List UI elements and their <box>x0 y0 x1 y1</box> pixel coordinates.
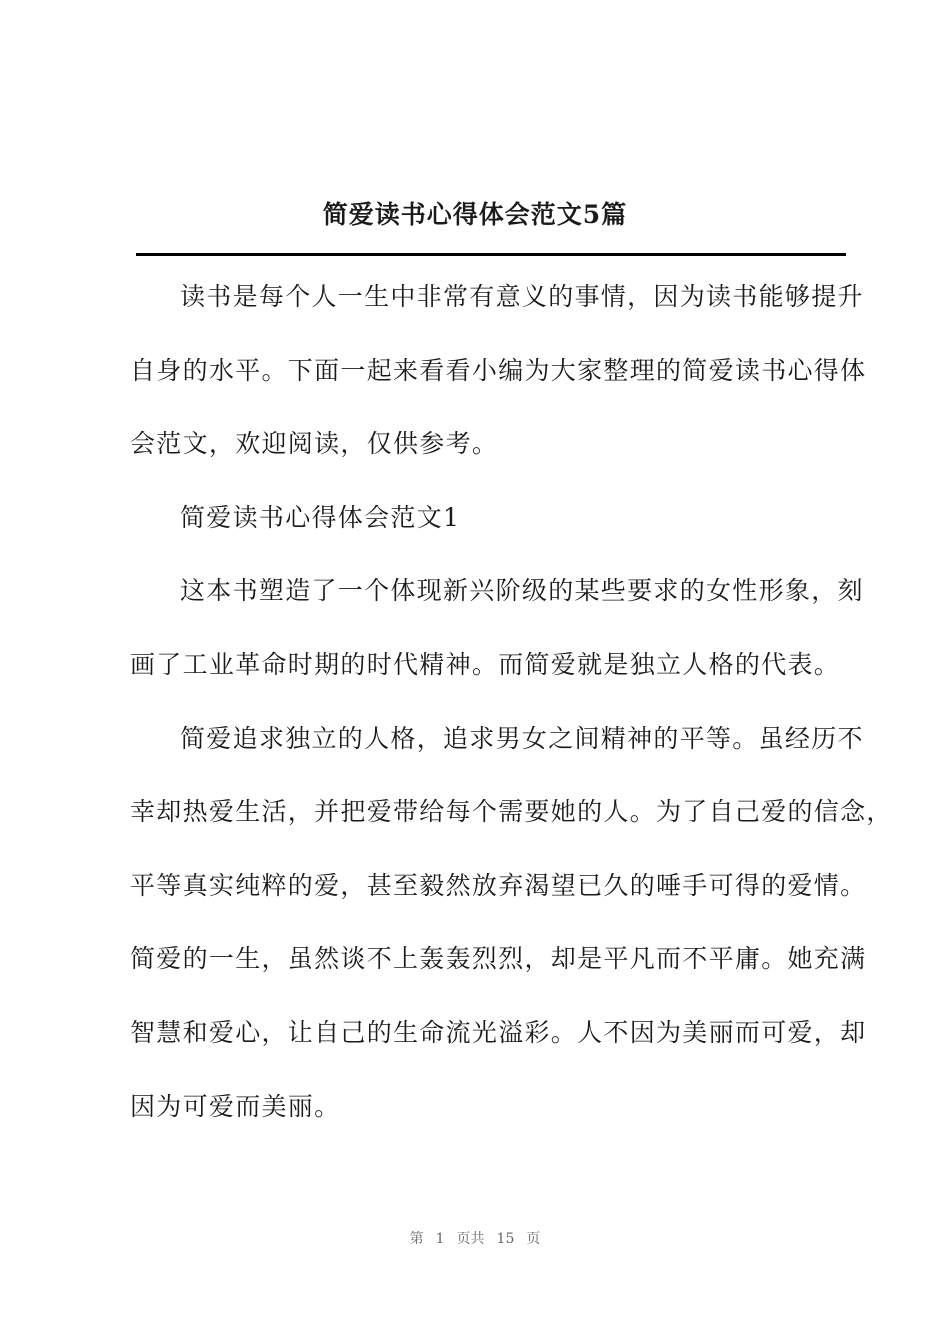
title-underline <box>136 253 846 256</box>
footer-current-page: 1 <box>435 1231 445 1247</box>
document-body <box>130 260 893 1143</box>
body-line: 读书是每个人一生中非常有意义的事情，因为读书能够提升 <box>180 282 864 311</box>
footer-suffix: 页 <box>526 1231 541 1247</box>
body-line: 这本书塑造了一个体现新兴阶级的某些要求的女性形象，刻 <box>180 576 864 606</box>
section-heading: 简爱读书心得体会范文1 <box>180 502 461 532</box>
body-line: 平等真实纯粹的爱，甚至毅然放弃渴望已久的唾手可得的爱情。 <box>130 870 867 900</box>
footer-middle: 页共 <box>456 1231 485 1247</box>
body-line: 简爱追求独立的人格，追求男女之间精神的平等。虽经历不 <box>180 723 864 753</box>
body-line: 会范文，欢迎阅读，仅供参考。 <box>130 429 499 459</box>
body-line: 自身的水平。下面一起来看看小编为大家整理的简爱读书心得体 <box>130 355 867 385</box>
footer-total-pages: 15 <box>496 1231 515 1247</box>
body-line: 因为可爱而美丽。 <box>130 1091 341 1121</box>
footer-prefix: 第 <box>409 1231 424 1247</box>
body-line: 智慧和爱心，让自己的生命流光溢彩。人不因为美丽而可爱，却 <box>130 1017 867 1047</box>
page-footer <box>0 1227 950 1251</box>
document-title: 简爱读书心得体会范文5篇 <box>322 200 628 229</box>
body-line: 画了工业革命时期的时代精神。而简爱就是独立人格的代表。 <box>130 649 841 679</box>
body-line: 幸却热爱生活，并把爱带给每个需要她的人。为了自己爱的信念， <box>130 797 893 827</box>
body-line: 简爱的一生，虽然谈不上轰轰烈烈，却是平凡而不平庸。她充满 <box>130 944 867 974</box>
